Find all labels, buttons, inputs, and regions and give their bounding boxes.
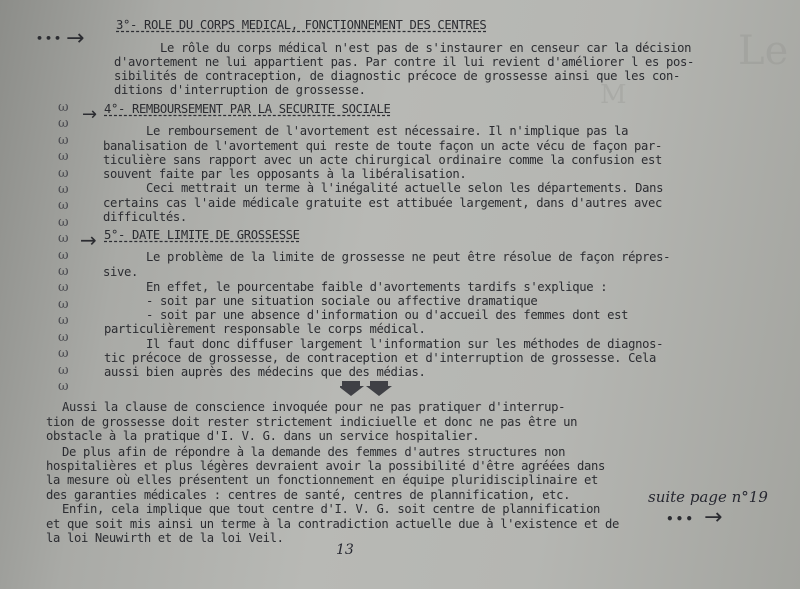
section-5-line: - soit par une absence d'information ou d'accueil des femmes dont est	[146, 308, 629, 322]
section-5-line: tic précoce de grossesse, de contraception et d'interruption de grossesse. Cela	[104, 351, 657, 365]
conclusion-line: hospitalières et plus légères devraient avoir la possibilité d'être agréées dans	[46, 459, 606, 473]
conclusion-line: tion de grossesse doit rester strictement indiciuelle et donc ne pas être un	[46, 415, 578, 429]
conclusion-line: et que soit mis ainsi un terme à la contradiction actuelle due à l'existence et de	[46, 517, 619, 531]
margin-marks: ω ω ω ω ω ω ω ω ω ω ω ω ω ω ω ω ω ω	[58, 100, 69, 394]
section-5-line: Le problème de la limite de grossesse ne peut être résolue de façon répres-	[146, 250, 671, 264]
section-3-heading: 3°- ROLE DU CORPS MEDICAL, FONCTIONNEMENT DES CENTRES	[116, 18, 487, 32]
section-5-line: - soit par une situation sociale ou affective dramatique	[146, 294, 538, 308]
margin-dots: •••	[36, 32, 64, 45]
section-5-line: particulièrement responsable le corps médical.	[104, 322, 426, 336]
section-4-line: certains cas l'aide médicale gratuite est attibuée largement, dans d'autres avec	[103, 196, 663, 210]
section-4-line: difficultés.	[103, 210, 187, 224]
continuation-dots: •••	[666, 512, 696, 526]
conclusion-line: Enfin, cela implique que tout centre d'I. V. G. soit centre de plannification	[62, 502, 601, 516]
section-3-line: sibilités de contraception, de diagnostic précoce de grossesse ainsi que les con-	[114, 69, 680, 83]
arrow-icon: →	[66, 26, 85, 51]
down-arrows-icon	[340, 379, 392, 401]
handwritten-continuation: suite page n°19	[648, 488, 768, 506]
conclusion-line: la loi Neuwirth et de la loi Veil.	[46, 531, 284, 545]
section-4-line: ticulière sans rapport avec un acte chirurgical ordinaire comme la confusion est	[103, 153, 663, 167]
section-3-line: Le rôle du corps médical n'est pas de s'instaurer en censeur car la décision	[160, 41, 692, 55]
conclusion-line: obstacle à la pratique d'I. V. G. dans un service hospitalier.	[46, 429, 480, 443]
conclusion-line: De plus afin de répondre à la demande des femmes d'autres structures non	[62, 445, 566, 459]
conclusion-line: des garanties médicales : centres de santé, centres de plannification, etc.	[46, 488, 571, 502]
show-through-text: M	[600, 80, 627, 110]
section-4-line: Le remboursement de l'avortement est nécessaire. Il n'implique pas la	[146, 124, 629, 138]
section-3-line: d'avortement ne lui appartient pas. Par contre il lui revient d'améliorer l es pos-	[114, 55, 694, 69]
conclusion-line: Aussi la clause de conscience invoquée pour ne pas pratiquer d'interrup-	[62, 400, 566, 414]
section-4-line: banalisation de l'avortement qui reste de toute façon un acte vécu de façon par-	[103, 139, 663, 153]
conclusion-line: la mesure où elles présentent un fonctionnement en équipe pluridisciplinaire et	[46, 473, 599, 487]
section-5-line: aussi bien auprès des médecins que des médias.	[104, 365, 426, 379]
arrow-icon: →	[82, 104, 98, 125]
section-3-line: ditions d'interruption de grossesse.	[114, 83, 366, 97]
section-5-line: sive.	[103, 265, 138, 279]
section-4-line: souvent faite par les opposants à la libéralisation.	[103, 167, 467, 181]
section-5-line: Il faut donc diffuser largement l'information sur les méthodes de diagnos-	[146, 337, 664, 351]
show-through-text: Le	[738, 28, 789, 74]
arrow-icon: →	[80, 228, 97, 252]
section-5-heading: 5°- DATE LIMITE DE GROSSESSE	[104, 228, 300, 242]
page-number: 13	[336, 542, 354, 558]
arrow-icon: →	[704, 505, 723, 530]
section-4-heading: 4°- REMBOURSEMENT PAR LA SECURITE SOCIALE	[104, 102, 391, 116]
section-4-line: Ceci mettrait un terme à l'inégalité actuelle selon les départements. Dans	[146, 181, 664, 195]
section-5-line: En effet, le pourcentabe faible d'avortements tardifs s'explique :	[146, 280, 608, 294]
